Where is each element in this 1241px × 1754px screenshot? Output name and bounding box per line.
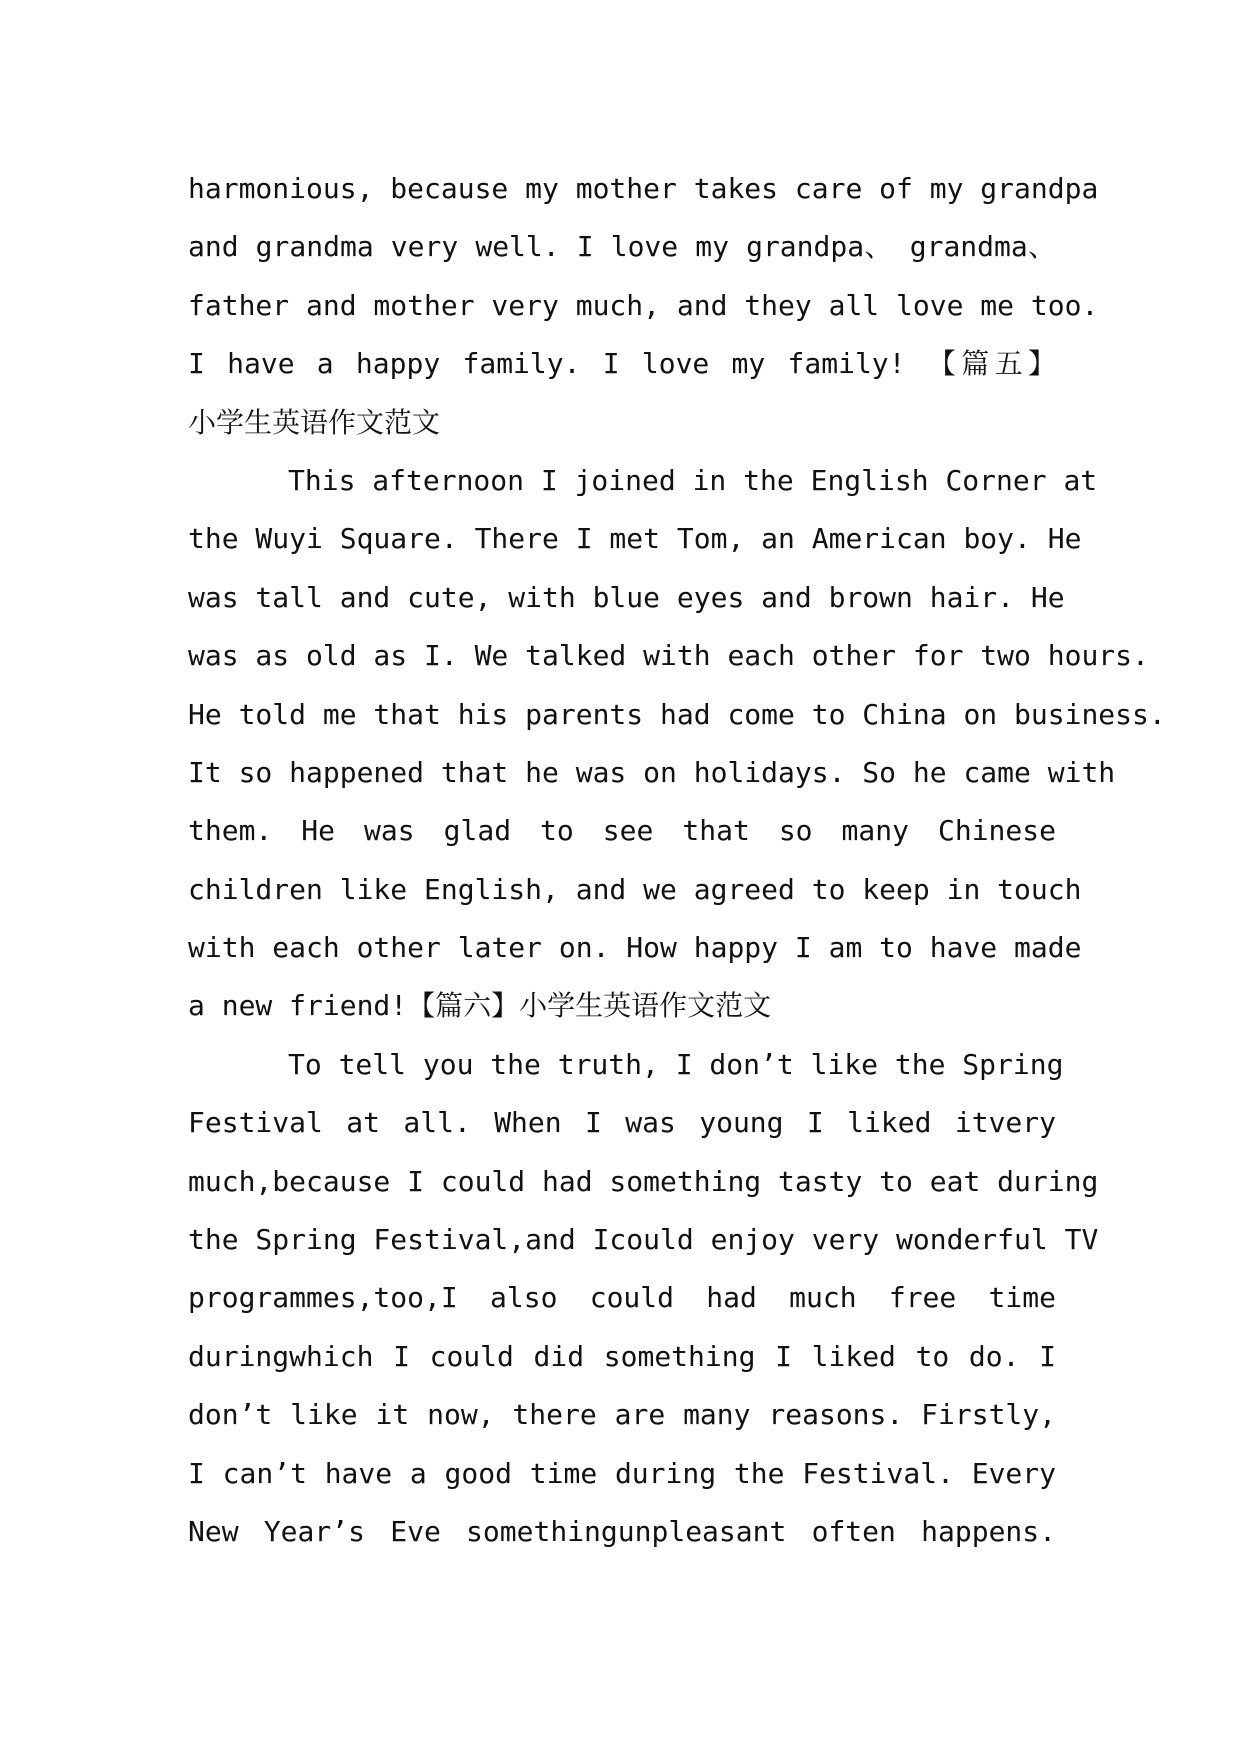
text-line: father and mother very much, and they all love me too. — [188, 288, 1099, 322]
text-line: and grandma very well. I love my grandpa、 grandma、 — [188, 230, 1056, 264]
section-heading-5: 小学生英语作文范文 — [188, 405, 441, 439]
text-line: children like English, and we agreed to keep in touch — [188, 872, 1082, 906]
section-heading-6: a new friend!【篇六】小学生英语作文范文 — [188, 989, 772, 1023]
paragraph-start: This afternoon I joined in the English Corner at — [288, 463, 1098, 497]
text-line: Festival at all. When I was young I liked itvery — [188, 1106, 1056, 1140]
text-line: duringwhich I could did something I liked to do. I — [188, 1339, 1056, 1373]
text-line: He told me that his parents had come to China on business. — [188, 697, 1166, 731]
text-line: I can’t have a good time during the Festival. Every — [188, 1456, 1056, 1490]
text-line: don’t like it now, there are many reasons. Firstly, — [188, 1398, 1056, 1432]
text-line: the Wuyi Square. There I met Tom, an American boy. He — [188, 522, 1082, 556]
text-line: I have a happy family. I love my family! 【篇五】 — [188, 347, 1056, 381]
text-line: with each other later on. How happy I am to have made — [188, 931, 1082, 965]
text-line: It so happened that he was on holidays. So he came with — [188, 755, 1116, 789]
paragraph-start: To tell you the truth, I don’t like the Spring — [288, 1047, 1064, 1081]
text-line: was as old as I. We talked with each other for two hours. — [188, 639, 1149, 673]
text-line: much,because I could had something tasty to eat during — [188, 1164, 1099, 1198]
document-body — [188, 160, 1166, 1561]
text-line: was tall and cute, with blue eyes and brown hair. He — [188, 580, 1065, 614]
text-line: New Year’s Eve somethingunpleasant often happens. — [188, 1514, 1056, 1548]
text-line: the Spring Festival,and Icould enjoy very wonderful TV — [188, 1223, 1099, 1257]
text-line: harmonious, because my mother takes care of my grandpa — [188, 172, 1099, 205]
text-line: programmes,too,I also could had much free time — [188, 1281, 1056, 1315]
text-line: them. He was glad to see that so many Chinese — [188, 814, 1056, 848]
